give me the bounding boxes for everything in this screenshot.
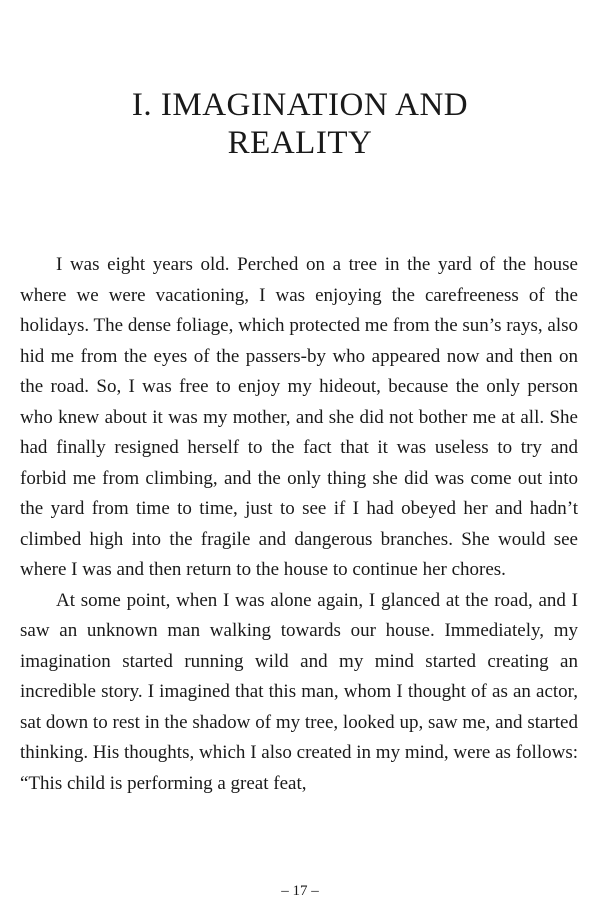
chapter-title: [40, 86, 560, 162]
chapter-body: [20, 250, 578, 799]
paragraph: I was eight years old. Perched on a tree in the yard of the house where we were vacationing, I was enjoying the carefreeness of the holidays. The dense foliage, which protected me from the sun’s rays, also hid me from the eyes of the passers-by who appeared now and then on the road. So, I was free to enjoy my hideout, because the only person who knew about it was my mother, and she did not bother me at all. She had finally resigned herself to the fact that it was useless to try and forbid me from climbing, and the only thing she did was come out into the yard from time to time, just to see if I had obeyed her and hadn’t climbed high into the fragile and dangerous branches. She would see where I was and then return to the house to continue her chores.: [20, 254, 578, 580]
chapter-title-line-2: REALITY: [227, 125, 373, 161]
paragraph: At some point, when I was alone again, I glanced at the road, and I saw an unknown man walking towards our house. Immediately, my imagination started running wild and my mind started creating an incredible story. I imagined that this man, whom I thought of as an actor, sat down to rest in the shadow of my tree, looked up, saw me, and started thinking. His thoughts, which I also created in my mind, were as follows: “This child is performing a great feat,: [20, 589, 578, 794]
page-number: – 17 –: [281, 883, 319, 899]
chapter-title-line-1: I. IMAGINATION AND: [131, 87, 469, 123]
